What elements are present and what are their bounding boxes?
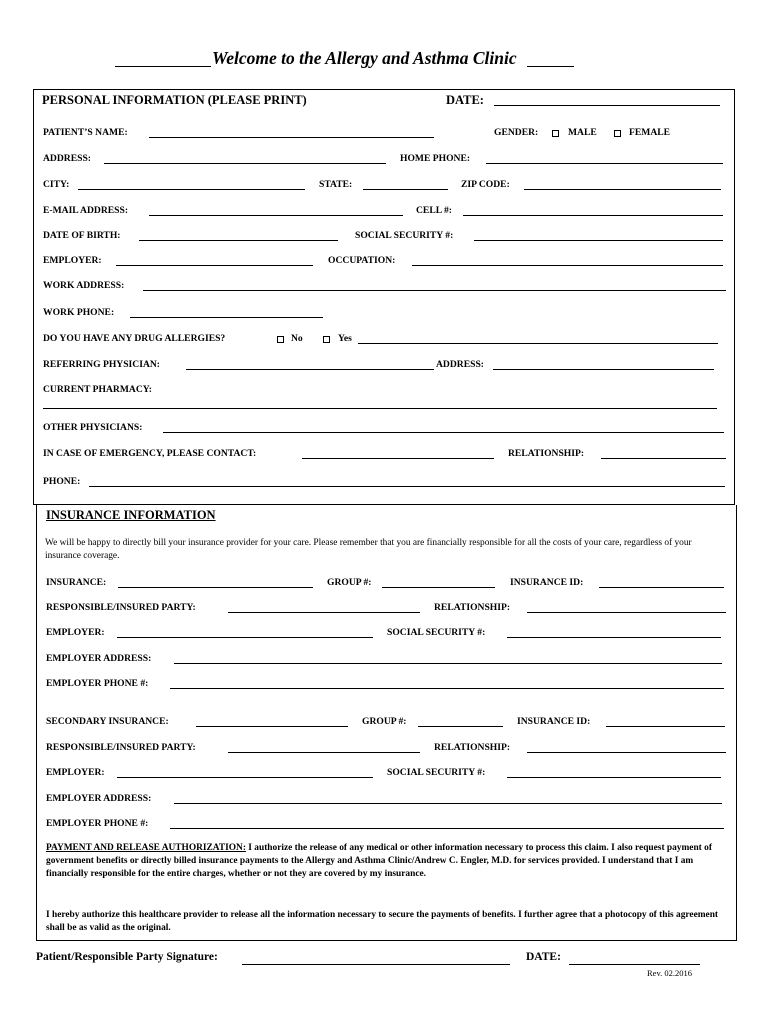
zip-code-label: ZIP CODE: bbox=[461, 179, 510, 190]
payment-authorization-text bbox=[46, 842, 726, 881]
secondary-employer-field[interactable] bbox=[117, 777, 373, 778]
secondary-relationship-label: RELATIONSHIP: bbox=[434, 742, 511, 753]
authorization-heading: PAYMENT AND RELEASE AUTHORIZATION: bbox=[46, 843, 246, 853]
current-pharmacy-label: CURRENT PHARMACY: bbox=[43, 384, 152, 395]
employer-address-label: EMPLOYER ADDRESS: bbox=[46, 653, 152, 664]
insured-ssn-field[interactable] bbox=[507, 637, 721, 638]
secondary-insurance-label: SECONDARY INSURANCE: bbox=[46, 716, 169, 727]
current-pharmacy-field[interactable] bbox=[43, 408, 717, 409]
male-checkbox[interactable] bbox=[552, 130, 559, 137]
signature-field[interactable] bbox=[242, 964, 510, 965]
form-title: Welcome to the Allergy and Asthma Clinic bbox=[212, 48, 517, 68]
ssn-field[interactable] bbox=[474, 240, 723, 241]
insured-ssn-label: SOCIAL SECURITY #: bbox=[387, 627, 486, 638]
secondary-insurance-field[interactable] bbox=[196, 726, 348, 727]
secondary-ssn-field[interactable] bbox=[507, 777, 721, 778]
insured-employer-label: EMPLOYER: bbox=[46, 627, 105, 638]
referring-address-label: ADDRESS: bbox=[436, 359, 484, 370]
responsible-party-field[interactable] bbox=[228, 612, 420, 613]
state-label: STATE: bbox=[319, 179, 353, 190]
email-label: E-MAIL ADDRESS: bbox=[43, 205, 129, 216]
allergies-yes-checkbox[interactable] bbox=[323, 336, 330, 343]
insured-employer-field[interactable] bbox=[117, 637, 373, 638]
emergency-relationship-field[interactable] bbox=[601, 458, 726, 459]
insurance-field[interactable] bbox=[118, 587, 313, 588]
work-phone-field[interactable] bbox=[130, 317, 323, 318]
secondary-responsible-party-field[interactable] bbox=[228, 752, 420, 753]
cell-label: CELL #: bbox=[416, 205, 452, 216]
other-physicians-field[interactable] bbox=[163, 432, 724, 433]
insured-relationship-field[interactable] bbox=[527, 612, 726, 613]
referring-physician-label: REFERRING PHYSICIAN: bbox=[43, 359, 160, 370]
secondary-ssn-label: SOCIAL SECURITY #: bbox=[387, 767, 486, 778]
employer-field[interactable] bbox=[116, 265, 313, 266]
allergies-no-label: No bbox=[291, 333, 303, 344]
insurance-intro-text: We will be happy to directly bill your insurance provider for your care. Please remember that you are financially responsible for all the costs of your care, regardless of your insurance coverage. bbox=[45, 538, 692, 561]
signature-date-field[interactable] bbox=[569, 964, 700, 965]
group-field[interactable] bbox=[382, 587, 495, 588]
state-field[interactable] bbox=[363, 189, 448, 190]
secondary-employer-label: EMPLOYER: bbox=[46, 767, 105, 778]
occupation-field[interactable] bbox=[412, 265, 723, 266]
allergies-detail-field[interactable] bbox=[358, 343, 718, 344]
female-label: FEMALE bbox=[629, 127, 671, 138]
allergies-no-checkbox[interactable] bbox=[277, 336, 284, 343]
secondary-employer-phone-label: EMPLOYER PHONE #: bbox=[46, 818, 149, 829]
city-field[interactable] bbox=[78, 189, 305, 190]
address-field[interactable] bbox=[104, 163, 386, 164]
work-address-label: WORK ADDRESS: bbox=[43, 280, 125, 291]
secondary-group-label: GROUP #: bbox=[362, 716, 407, 727]
drug-allergies-label: DO YOU HAVE ANY DRUG ALLERGIES? bbox=[43, 333, 226, 344]
phone-label: PHONE: bbox=[43, 476, 81, 487]
secondary-insurance-id-label: INSURANCE ID: bbox=[517, 716, 591, 727]
insurance-id-label: INSURANCE ID: bbox=[510, 577, 584, 588]
referring-physician-field[interactable] bbox=[186, 369, 434, 370]
zip-code-field[interactable] bbox=[524, 189, 721, 190]
title-leading-rule bbox=[115, 66, 211, 67]
work-phone-label: WORK PHONE: bbox=[43, 307, 115, 318]
dob-label: DATE OF BIRTH: bbox=[43, 230, 121, 241]
insured-relationship-label: RELATIONSHIP: bbox=[434, 602, 511, 613]
dob-field[interactable] bbox=[139, 240, 338, 241]
release-authorization-text: I hereby authorize this healthcare provider to release all the information necessary to secure the payments of benefits. I further agree that a photocopy of this agreement shall be as valid as the original. bbox=[46, 910, 719, 933]
city-label: CITY: bbox=[43, 179, 70, 190]
referring-address-field[interactable] bbox=[493, 369, 714, 370]
secondary-relationship-field[interactable] bbox=[527, 752, 726, 753]
emergency-relationship-label: RELATIONSHIP: bbox=[508, 448, 585, 459]
email-field[interactable] bbox=[149, 215, 403, 216]
group-label: GROUP #: bbox=[327, 577, 372, 588]
ssn-label: SOCIAL SECURITY #: bbox=[355, 230, 454, 241]
allergies-yes-label: Yes bbox=[338, 333, 352, 344]
insurance-label: INSURANCE: bbox=[46, 577, 107, 588]
work-address-field[interactable] bbox=[143, 290, 726, 291]
secondary-group-field[interactable] bbox=[418, 726, 503, 727]
secondary-responsible-party-label: RESPONSIBLE/INSURED PARTY: bbox=[46, 742, 196, 753]
personal-section-title: PERSONAL INFORMATION (PLEASE PRINT) bbox=[42, 93, 307, 107]
occupation-label: OCCUPATION: bbox=[328, 255, 396, 266]
secondary-employer-phone-field[interactable] bbox=[170, 828, 724, 829]
signature-date-label: DATE: bbox=[526, 951, 561, 963]
patient-name-label: PATIENT’S NAME: bbox=[43, 127, 128, 138]
secondary-employer-address-label: EMPLOYER ADDRESS: bbox=[46, 793, 152, 804]
employer-phone-label: EMPLOYER PHONE #: bbox=[46, 678, 149, 689]
title-trailing-rule bbox=[527, 66, 574, 67]
signature-label: Patient/Responsible Party Signature: bbox=[36, 951, 218, 963]
emergency-contact-field[interactable] bbox=[302, 458, 494, 459]
revision-label: Rev. 02.2016 bbox=[647, 968, 693, 978]
home-phone-field[interactable] bbox=[486, 163, 723, 164]
female-checkbox[interactable] bbox=[614, 130, 621, 137]
other-physicians-label: OTHER PHYSICIANS: bbox=[43, 422, 143, 433]
gender-label: GENDER: bbox=[494, 127, 539, 138]
employer-address-field[interactable] bbox=[174, 663, 722, 664]
authorization-body: I authorize the release of any medical or other information necessary to process this claim. I also request payment of government benefits or directly billed insurance payments to the Allergy and Asthma Clinic/Andrew C. Engler, M.D. for services provided. I understand that I am financially responsible for the entire charges, whether or not they are covered by my insurance. bbox=[46, 843, 712, 879]
address-label: ADDRESS: bbox=[43, 153, 91, 164]
cell-field[interactable] bbox=[463, 215, 723, 216]
responsible-party-label: RESPONSIBLE/INSURED PARTY: bbox=[46, 602, 196, 613]
insurance-section-title: INSURANCE INFORMATION bbox=[46, 508, 216, 522]
employer-phone-field[interactable] bbox=[170, 688, 724, 689]
emergency-contact-label: IN CASE OF EMERGENCY, PLEASE CONTACT: bbox=[43, 448, 257, 459]
employer-label: EMPLOYER: bbox=[43, 255, 102, 266]
patient-name-field[interactable] bbox=[149, 137, 434, 138]
date-label: DATE: bbox=[446, 93, 484, 107]
date-field[interactable] bbox=[494, 105, 720, 106]
insurance-id-field[interactable] bbox=[599, 587, 724, 588]
secondary-employer-address-field[interactable] bbox=[174, 803, 722, 804]
phone-field[interactable] bbox=[89, 486, 725, 487]
secondary-insurance-id-field[interactable] bbox=[606, 726, 725, 727]
personal-information-section bbox=[33, 89, 735, 505]
home-phone-label: HOME PHONE: bbox=[400, 153, 471, 164]
male-label: MALE bbox=[568, 127, 597, 138]
